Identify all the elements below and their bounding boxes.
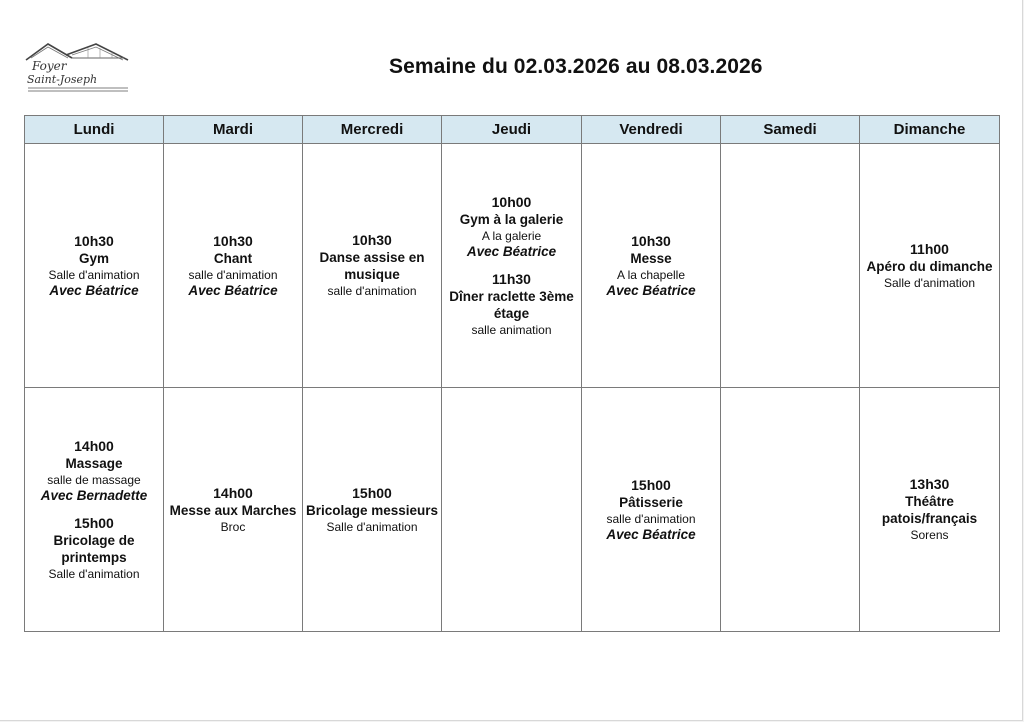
event-location: A la chapelle [616,267,686,282]
event-time: 11h00 [910,240,949,257]
logo-text-saint-joseph: Saint-Joseph [27,73,98,86]
event-title: Chant [213,250,253,266]
weekly-schedule-table [24,115,1000,632]
schedule-cell [582,144,721,388]
logo-text-foyer: Foyer [32,59,67,73]
day-header: Lundi [25,116,164,144]
schedule-cell [25,388,164,632]
foyer-logo [24,40,132,98]
event-title: Dîner raclette 3ème étage [449,288,574,321]
event-time: 10h30 [213,232,253,249]
event-time: 14h00 [74,437,114,454]
event-location: Sorens [910,528,949,542]
day-header: Vendredi [582,116,721,144]
event-title: Pâtisserie [619,494,683,510]
event-animator: Avec Béatrice [606,526,696,542]
event-title: Massage [65,455,123,471]
event-location: Salle d'animation [48,566,140,581]
schedule-cell [442,144,582,388]
event-time: 15h00 [631,476,671,493]
event-location: salle animation [471,322,552,337]
schedule-cell [303,144,442,388]
event-title: Danse assise en musique [319,250,425,282]
event-time: 15h00 [352,484,392,501]
day-header: Samedi [721,116,860,144]
event-animator: Avec Béatrice [466,243,557,259]
event-time: 11h30 [492,270,531,287]
event-animator: Avec Béatrice [606,282,696,298]
schedule-cell [442,388,582,632]
event-time: 14h00 [213,484,253,501]
event-location: Salle d'animation [326,519,418,534]
schedule-cell [164,144,303,388]
event-location: salle d'animation [606,511,696,526]
event-title: Théâtre patois/français [881,494,978,526]
event-block [444,271,579,338]
event-time: 15h00 [74,514,114,531]
event-block [584,233,718,299]
event-location: A la galerie [481,228,542,243]
event-animator: Avec Bernadette [40,487,148,503]
event-title: Gym à la galerie [459,211,564,227]
event-title: Bricolage messieurs [305,502,439,518]
event-time: 10h00 [491,193,532,210]
event-time: 10h30 [74,232,114,249]
event-location: salle d'animation [327,284,417,298]
event-title: Messe aux Marches [169,502,297,518]
event-title: Gym [78,250,109,266]
event-location: Salle d'animation [48,267,140,282]
event-time: 10h30 [631,232,671,249]
schedule-cell [721,144,860,388]
event-animator: Avec Béatrice [49,282,139,298]
event-block [166,233,300,299]
event-title: Messe [630,250,672,266]
day-header: Mardi [164,116,303,144]
page-title: Semaine du 02.03.2026 au 08.03.2026 [389,55,763,78]
schedule-cell [721,388,860,632]
event-animator: Avec Béatrice [188,282,278,298]
day-header-row [25,116,1000,144]
event-block [862,241,997,291]
event-block [862,476,997,543]
schedule-cell [164,388,303,632]
event-block [584,477,718,543]
afternoon-row [25,388,1000,632]
event-block [27,233,161,299]
event-block [166,485,300,535]
event-location: salle de massage [47,472,141,487]
schedule-cell [860,144,1000,388]
day-header: Mercredi [303,116,442,144]
event-location: Broc [220,519,246,534]
day-header: Jeudi [442,116,582,144]
event-time: 10h30 [352,232,392,248]
morning-row [25,144,1000,388]
schedule-cell [303,388,442,632]
event-location: Salle d'animation [883,275,975,290]
event-time: 13h30 [909,476,950,492]
event-title: Apéro du dimanche [866,258,993,274]
event-location: salle d'animation [188,267,278,282]
schedule-cell [582,388,721,632]
event-block [27,438,161,504]
event-block [305,485,439,535]
event-block [444,194,579,260]
event-title: Bricolage de printemps [53,532,135,565]
schedule-cell [860,388,1000,632]
day-header: Dimanche [860,116,1000,144]
event-block [305,232,439,299]
event-block [27,515,161,582]
schedule-cell [25,144,164,388]
